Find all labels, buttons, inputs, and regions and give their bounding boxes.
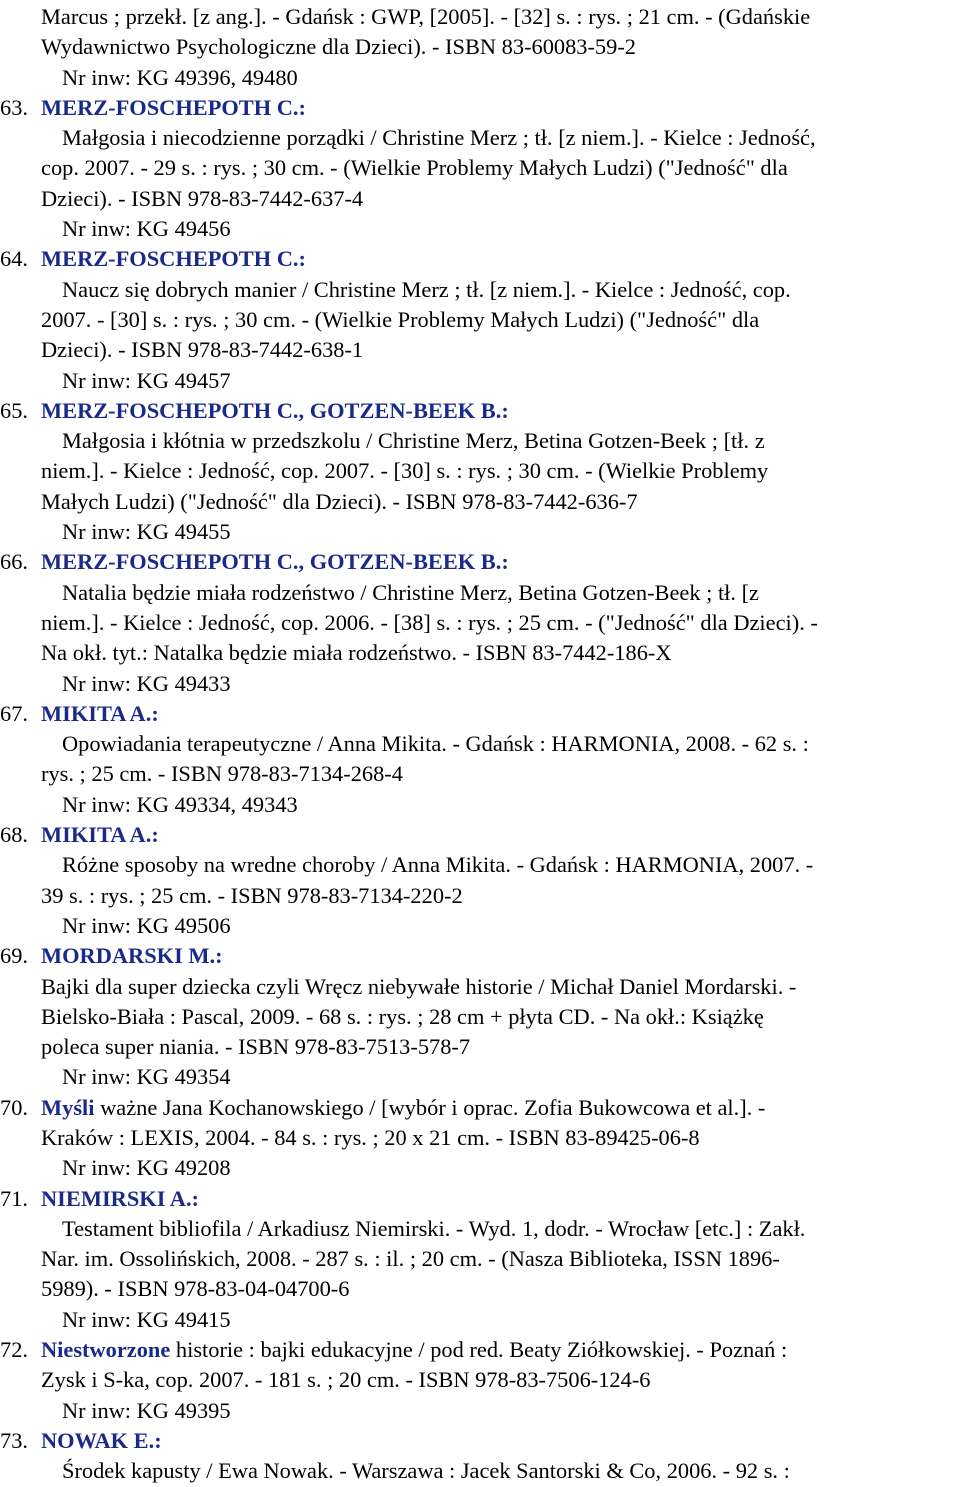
entry-heading: Niestworzone: [41, 1337, 171, 1363]
entry-heading-line: [0, 1093, 960, 1123]
entry-number: 73.: [0, 1427, 28, 1453]
entry-text-line: poleca super niania. - ISBN 978-83-7513-578-7: [41, 1034, 471, 1060]
entry-heading-rest: :: [298, 246, 306, 272]
entry-text-line: Środek kapusty / Ewa Nowak. - Warszawa : Jacek Santorski & Co, 2006. - 92 s. :: [62, 1458, 790, 1484]
entry-heading-line: [0, 244, 960, 274]
entry-heading-rest: :: [501, 397, 509, 423]
entry-heading-line: [0, 396, 960, 426]
entry-heading-rest: :: [151, 700, 159, 726]
entry-text-line: Nr inw: KG 49433: [62, 670, 231, 696]
entry-number: 64.: [0, 246, 28, 272]
entry-text-line: Nr inw: KG 49334, 49343: [62, 791, 298, 817]
entry-text-line: Nr inw: KG 49457: [62, 367, 231, 393]
entry-heading-rest: :: [151, 822, 159, 848]
entry-text-line: Nr inw: KG 49415: [62, 1306, 231, 1332]
entry-number: 63.: [0, 94, 28, 120]
entry-text-line: Małgosia i niecodzienne porządki / Christine Merz ; tł. [z niem.]. - Kielce : Jedność,: [62, 125, 816, 151]
entry-text-line: Nr inw: KG 49506: [62, 912, 231, 938]
entry-text-line: Nr inw: KG 49396, 49480: [62, 64, 298, 90]
entry-heading: MORDARSKI M.: [41, 943, 216, 969]
entry-heading: MIKITA A.: [41, 822, 152, 848]
entry-text-line: Bielsko-Biała : Pascal, 2009. - 68 s. : rys. ; 28 cm + płyta CD. - Na okł.: Książkę: [41, 1003, 764, 1029]
entry-number: 69.: [0, 943, 28, 969]
entry-text-line: cop. 2007. - 29 s. : rys. ; 30 cm. - (Wielkie Problemy Małych Ludzi) ("Jedność" dla: [41, 155, 788, 181]
entry-heading: MERZ-FOSCHEPOTH C., GOTZEN-BEEK B.: [41, 549, 502, 575]
entry-text-line: Naucz się dobrych manier / Christine Merz ; tł. [z niem.]. - Kielce : Jedność, cop.: [62, 276, 791, 302]
entry-text-line: niem.]. - Kielce : Jedność, cop. 2007. - [30] s. : rys. ; 30 cm. - (Wielkie Problemy: [41, 458, 769, 484]
entry-text-line: Zysk i S-ka, cop. 2007. - 181 s. ; 20 cm. - ISBN 978-83-7506-124-6: [41, 1367, 651, 1393]
entry-text-line: 39 s. : rys. ; 25 cm. - ISBN 978-83-7134-220-2: [41, 882, 463, 908]
entry-text-line: Opowiadania terapeutyczne / Anna Mikita. - Gdańsk : HARMONIA, 2008. - 62 s. :: [62, 731, 809, 757]
entry-heading-line: [0, 820, 960, 850]
entry-text-line: 2007. - [30] s. : rys. ; 30 cm. - (Wielkie Problemy Małych Ludzi) ("Jedność" dla: [41, 306, 760, 332]
entry-text-line: 5989). - ISBN 978-83-04-04700-6: [41, 1276, 350, 1302]
entry-heading: MIKITA A.: [41, 700, 152, 726]
entry-heading: MERZ-FOSCHEPOTH C., GOTZEN-BEEK B.: [41, 397, 502, 423]
entry-heading-rest: :: [298, 94, 306, 120]
entry-text-line: Małgosia i kłótnia w przedszkolu / Christine Merz, Betina Gotzen-Beek ; [tł. z: [62, 428, 765, 454]
entry-text-line: Małych Ludzi) ("Jedność" dla Dzieci). - ISBN 978-83-7442-636-7: [41, 488, 638, 514]
entry-text-line: Wydawnictwo Psychologiczne dla Dzieci). - ISBN 83-60083-59-2: [41, 34, 636, 60]
entry-heading-line: [0, 1335, 960, 1365]
entry-text-line: Kraków : LEXIS, 2004. - 84 s. : rys. ; 20 x 21 cm. - ISBN 83-89425-06-8: [41, 1124, 700, 1150]
entry-text-line: Dzieci). - ISBN 978-83-7442-638-1: [41, 337, 364, 363]
entry-heading: MERZ-FOSCHEPOTH C.: [41, 94, 299, 120]
entry-text-line: Nr inw: KG 49208: [62, 1155, 231, 1181]
entry-number: 66.: [0, 549, 28, 575]
entry-number: 68.: [0, 822, 28, 848]
entry-heading-rest: ważne Jana Kochanowskiego / [wybór i oprac. Zofia Bukowcowa et al.]. -: [94, 1094, 766, 1120]
entry-heading: MERZ-FOSCHEPOTH C.: [41, 246, 299, 272]
entry-text-line: rys. ; 25 cm. - ISBN 978-83-7134-268-4: [41, 761, 403, 787]
entry-text-line: Nr inw: KG 49455: [62, 519, 231, 545]
entry-heading: Myśli: [41, 1094, 95, 1120]
entry-heading-line: [0, 1184, 960, 1214]
entry-number: 71.: [0, 1185, 28, 1211]
entry-text-line: Natalia będzie miała rodzeństwo / Christine Merz, Betina Gotzen-Beek ; tł. [z: [62, 579, 759, 605]
entry-text-line: Na okł. tyt.: Natalka będzie miała rodzeństwo. - ISBN 83-7442-186-X: [41, 640, 672, 666]
entry-text-line: Nr inw: KG 49354: [62, 1064, 231, 1090]
entry-heading-line: [0, 941, 960, 971]
entry-text-line: Nr inw: KG 49395: [62, 1397, 231, 1423]
entry-heading-rest: :: [191, 1185, 200, 1211]
entry-heading-rest: :: [215, 943, 223, 969]
entry-heading-rest: :: [501, 549, 509, 575]
entry-text-line: Różne sposoby na wredne choroby / Anna Mikita. - Gdańsk : HARMONIA, 2007. -: [62, 852, 814, 878]
entry-heading-line: [0, 1426, 960, 1456]
entry-text-line: niem.]. - Kielce : Jedność, cop. 2006. - [38] s. : rys. ; 25 cm. - ("Jedność" dla Dzieci). -: [41, 609, 818, 635]
entry-heading-line: [0, 93, 960, 123]
entry-text-line: Nar. im. Ossolińskich, 2008. - 287 s. : il. ; 20 cm. - (Nasza Biblioteka, ISSN 1896-: [41, 1246, 780, 1272]
entry-number: 72.: [0, 1337, 28, 1363]
entry-number: 70.: [0, 1094, 28, 1120]
entry-heading: NIEMIRSKI A.: [41, 1185, 192, 1211]
entry-heading: NOWAK E.: [41, 1427, 155, 1453]
entry-heading-rest: historie : bajki edukacyjne / pod red. Beaty Ziółkowskiej. - Poznań :: [170, 1337, 788, 1363]
entry-text-line: Testament bibliofila / Arkadiusz Niemirski. - Wyd. 1, dodr. - Wrocław [etc.] : Zakł.: [62, 1215, 806, 1241]
entry-number: 67.: [0, 700, 28, 726]
entry-heading-line: [0, 699, 960, 729]
entry-heading-rest: :: [154, 1427, 162, 1453]
entry-text-line: Dzieci). - ISBN 978-83-7442-637-4: [41, 185, 364, 211]
entry-heading-line: [0, 547, 960, 577]
entry-text-line: Marcus ; przekł. [z ang.]. - Gdańsk : GWP, [2005]. - [32] s. : rys. ; 21 cm. - (Gdańskie: [41, 4, 811, 29]
entry-text-line: Nr inw: KG 49456: [62, 216, 231, 242]
entry-text-line: Bajki dla super dziecka czyli Wręcz niebywałe historie / Michał Daniel Mordarski. -: [41, 973, 797, 999]
entry-number: 65.: [0, 397, 28, 423]
